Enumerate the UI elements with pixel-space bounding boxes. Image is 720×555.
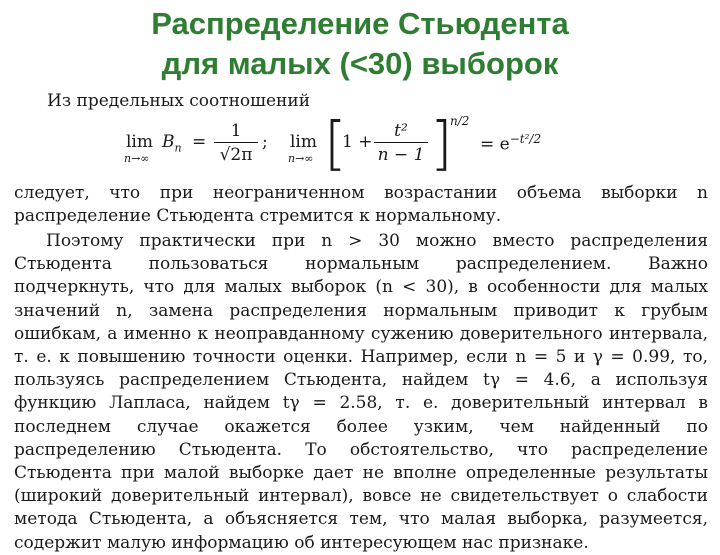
b-symbol: $B_n$ [162,132,182,155]
semicolon: ; [262,132,268,152]
fraction-1-numerator: 1 [214,120,258,143]
bracket-exponent: n/2 [450,114,470,128]
right-bracket: ] [430,109,453,177]
fraction-1-denominator: √2π [219,145,253,165]
equals-1: = [192,132,207,152]
left-bracket: [ [324,109,347,177]
intro-text: Из предельных соотношений [47,91,311,111]
fraction-2 [374,120,428,167]
one-plus: 1 + [342,132,373,152]
rhs-equals-e: = $e^{-t^2/2}$ [480,132,542,155]
lim-2-subscript: n→∞ [288,152,314,165]
slide-title [0,4,720,84]
fraction-2-numerator: t² [374,120,428,143]
lim-1-subscript: n→∞ [124,152,150,165]
title-line-1: Распределение Стьюдента [151,6,569,41]
lim-1: lim [126,132,153,152]
paragraph-2: Поэтому практически при n > 30 можно вместо распределения Стьюдента пользоваться нормальным распределением. Важно подчеркнуть, что для малых выборок (n < 30), в особенности для малых значений n, замена распределения нормальным приводит к грубым ошибкам, а именно к неоправданному сужению доверительного интервала, т. е. к повышению точности оценки. Например, если n = 5 и γ = 0.99, то, пользуясь распределением Стьюдента, найдем tγ = 4.6, а используя функцию Лапласа, найдем tγ = 2.58, т. е. доверительный интервал в последнем случае окажется более узким, чем найденный по распределению Стьюдента. То обстоятельство, что распределение Стьюдента при малой выборке дает не вполне определенные результаты (широкий доверительный интервал), вовсе не свидетельствует о слабости метода Стьюдента, а объясняется тем, что малая выборка, разумеется, содержит малую информацию об интересующем нас признаке. [14,231,708,553]
title-line-2: для малых (<30) выборок [161,46,559,81]
fraction-1 [214,120,258,167]
fraction-2-denominator: n − 1 [377,145,425,165]
limit-formula [120,109,590,180]
paragraph-1: следует, что при неограниченном возрастании объема выборки n распределение Стьюдента стремится к нормальному. [14,183,708,227]
lim-2: lim [290,132,317,152]
